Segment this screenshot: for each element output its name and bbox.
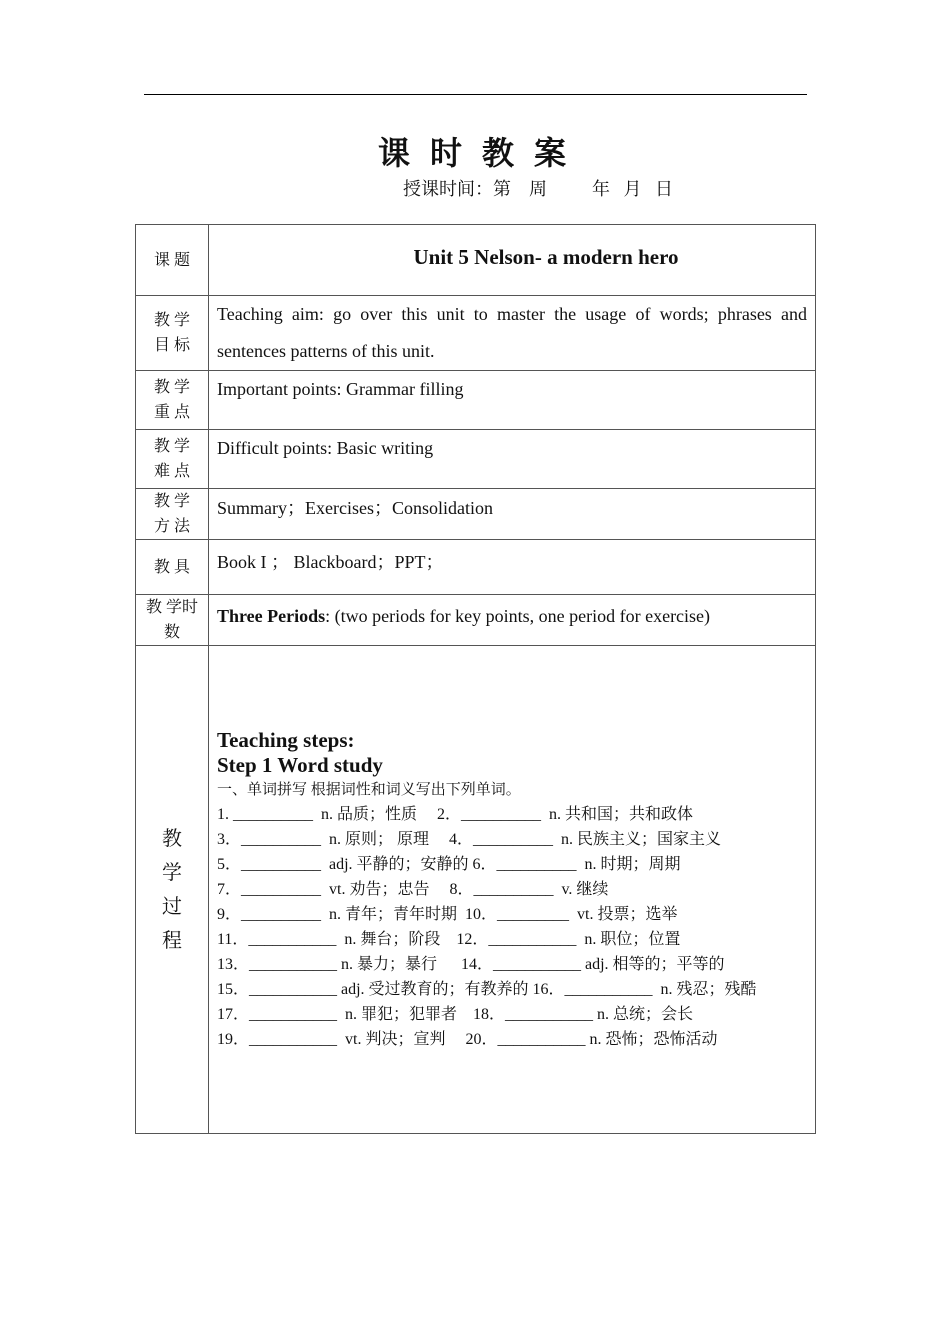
important-points-text: Important points: Grammar filling	[217, 379, 464, 399]
row-teaching-method	[136, 489, 816, 540]
label-teaching-tools: 教 具	[136, 540, 209, 595]
word-line: 9．__________ n. 青年；青年时期 10．_________ vt. 投票；选举	[217, 906, 678, 923]
word-line: 7．__________ vt. 劝告；忠告 8．__________ v. 继续	[217, 881, 609, 898]
row-teaching-tools	[136, 540, 816, 595]
row-difficult-points	[136, 430, 816, 489]
label-topic: 课 题	[136, 225, 209, 296]
lesson-plan-table	[135, 224, 816, 1134]
label-teaching-method: 教 学 方 法	[136, 489, 209, 540]
word-line: 17．___________ n. 罪犯；犯罪者 18．___________ n. 总统；会长	[217, 1006, 694, 1023]
header-rule	[144, 94, 807, 95]
class-hours-text: Three Periods: (two periods for key points, one period for exercise)	[217, 606, 711, 626]
row-topic	[136, 225, 816, 296]
word-line: 11．___________ n. 舞台；阶段 12．___________ n. 职位；位置	[217, 931, 681, 948]
label-important-points: 教 学 重 点	[136, 371, 209, 430]
row-important-points	[136, 371, 816, 430]
teaching-tools-text: Book I ； Blackboard；PPT；	[217, 552, 444, 572]
page-title: 课 时 教 案	[377, 135, 572, 171]
word-line: 5．__________ adj. 平静的；安静的 6．__________ n. 时期；周期	[217, 856, 681, 873]
row-class-hours	[136, 595, 816, 646]
word-line: 3．__________ n. 原则； 原理 4．__________ n. 民族主义；国家主义	[217, 831, 722, 848]
difficult-points-text: Difficult points: Basic writing	[217, 438, 434, 458]
label-teaching-process: 教 学 过 程	[136, 646, 209, 1134]
label-difficult-points: 教 学 难 点	[136, 430, 209, 489]
row-teaching-aim	[136, 296, 816, 371]
teaching-process-content	[209, 646, 816, 1134]
teaching-steps-heading: Teaching steps:	[217, 728, 355, 752]
word-line: 1. __________ n. 品质；性质 2．__________ n. 共和国；共和政体	[217, 806, 694, 823]
class-time-line: 授课时间：第 周 年 月 日	[403, 179, 673, 199]
word-line: 19．___________ vt. 判决；宣判 20．___________ n. 恐怖；恐怖活动	[217, 1031, 718, 1048]
step1-heading: Step 1 Word study	[217, 753, 383, 777]
label-class-hours: 教 学时 数	[136, 595, 209, 646]
teaching-method-text: Summary；Exercises；Consolidation	[217, 498, 493, 518]
word-line: 15．___________ adj. 受过教育的；有教养的 16．___________ n. 残忍；残酷	[217, 981, 757, 998]
word-list	[217, 802, 807, 1052]
lesson-topic: Unit 5 Nelson- a modern hero	[413, 245, 679, 269]
spelling-instruction: 一、单词拼写 根据词性和词义写出下列单词。	[217, 782, 521, 798]
teaching-aim-text: Teaching aim: go over this unit to master the usage of words; phrases and sentences patterns of this unit.	[217, 304, 807, 361]
label-teaching-aim: 教 学 目 标	[136, 296, 209, 371]
row-teaching-process	[136, 646, 816, 1134]
word-line: 13．___________ n. 暴力；暴行 14．___________ adj. 相等的；平等的	[217, 956, 725, 973]
